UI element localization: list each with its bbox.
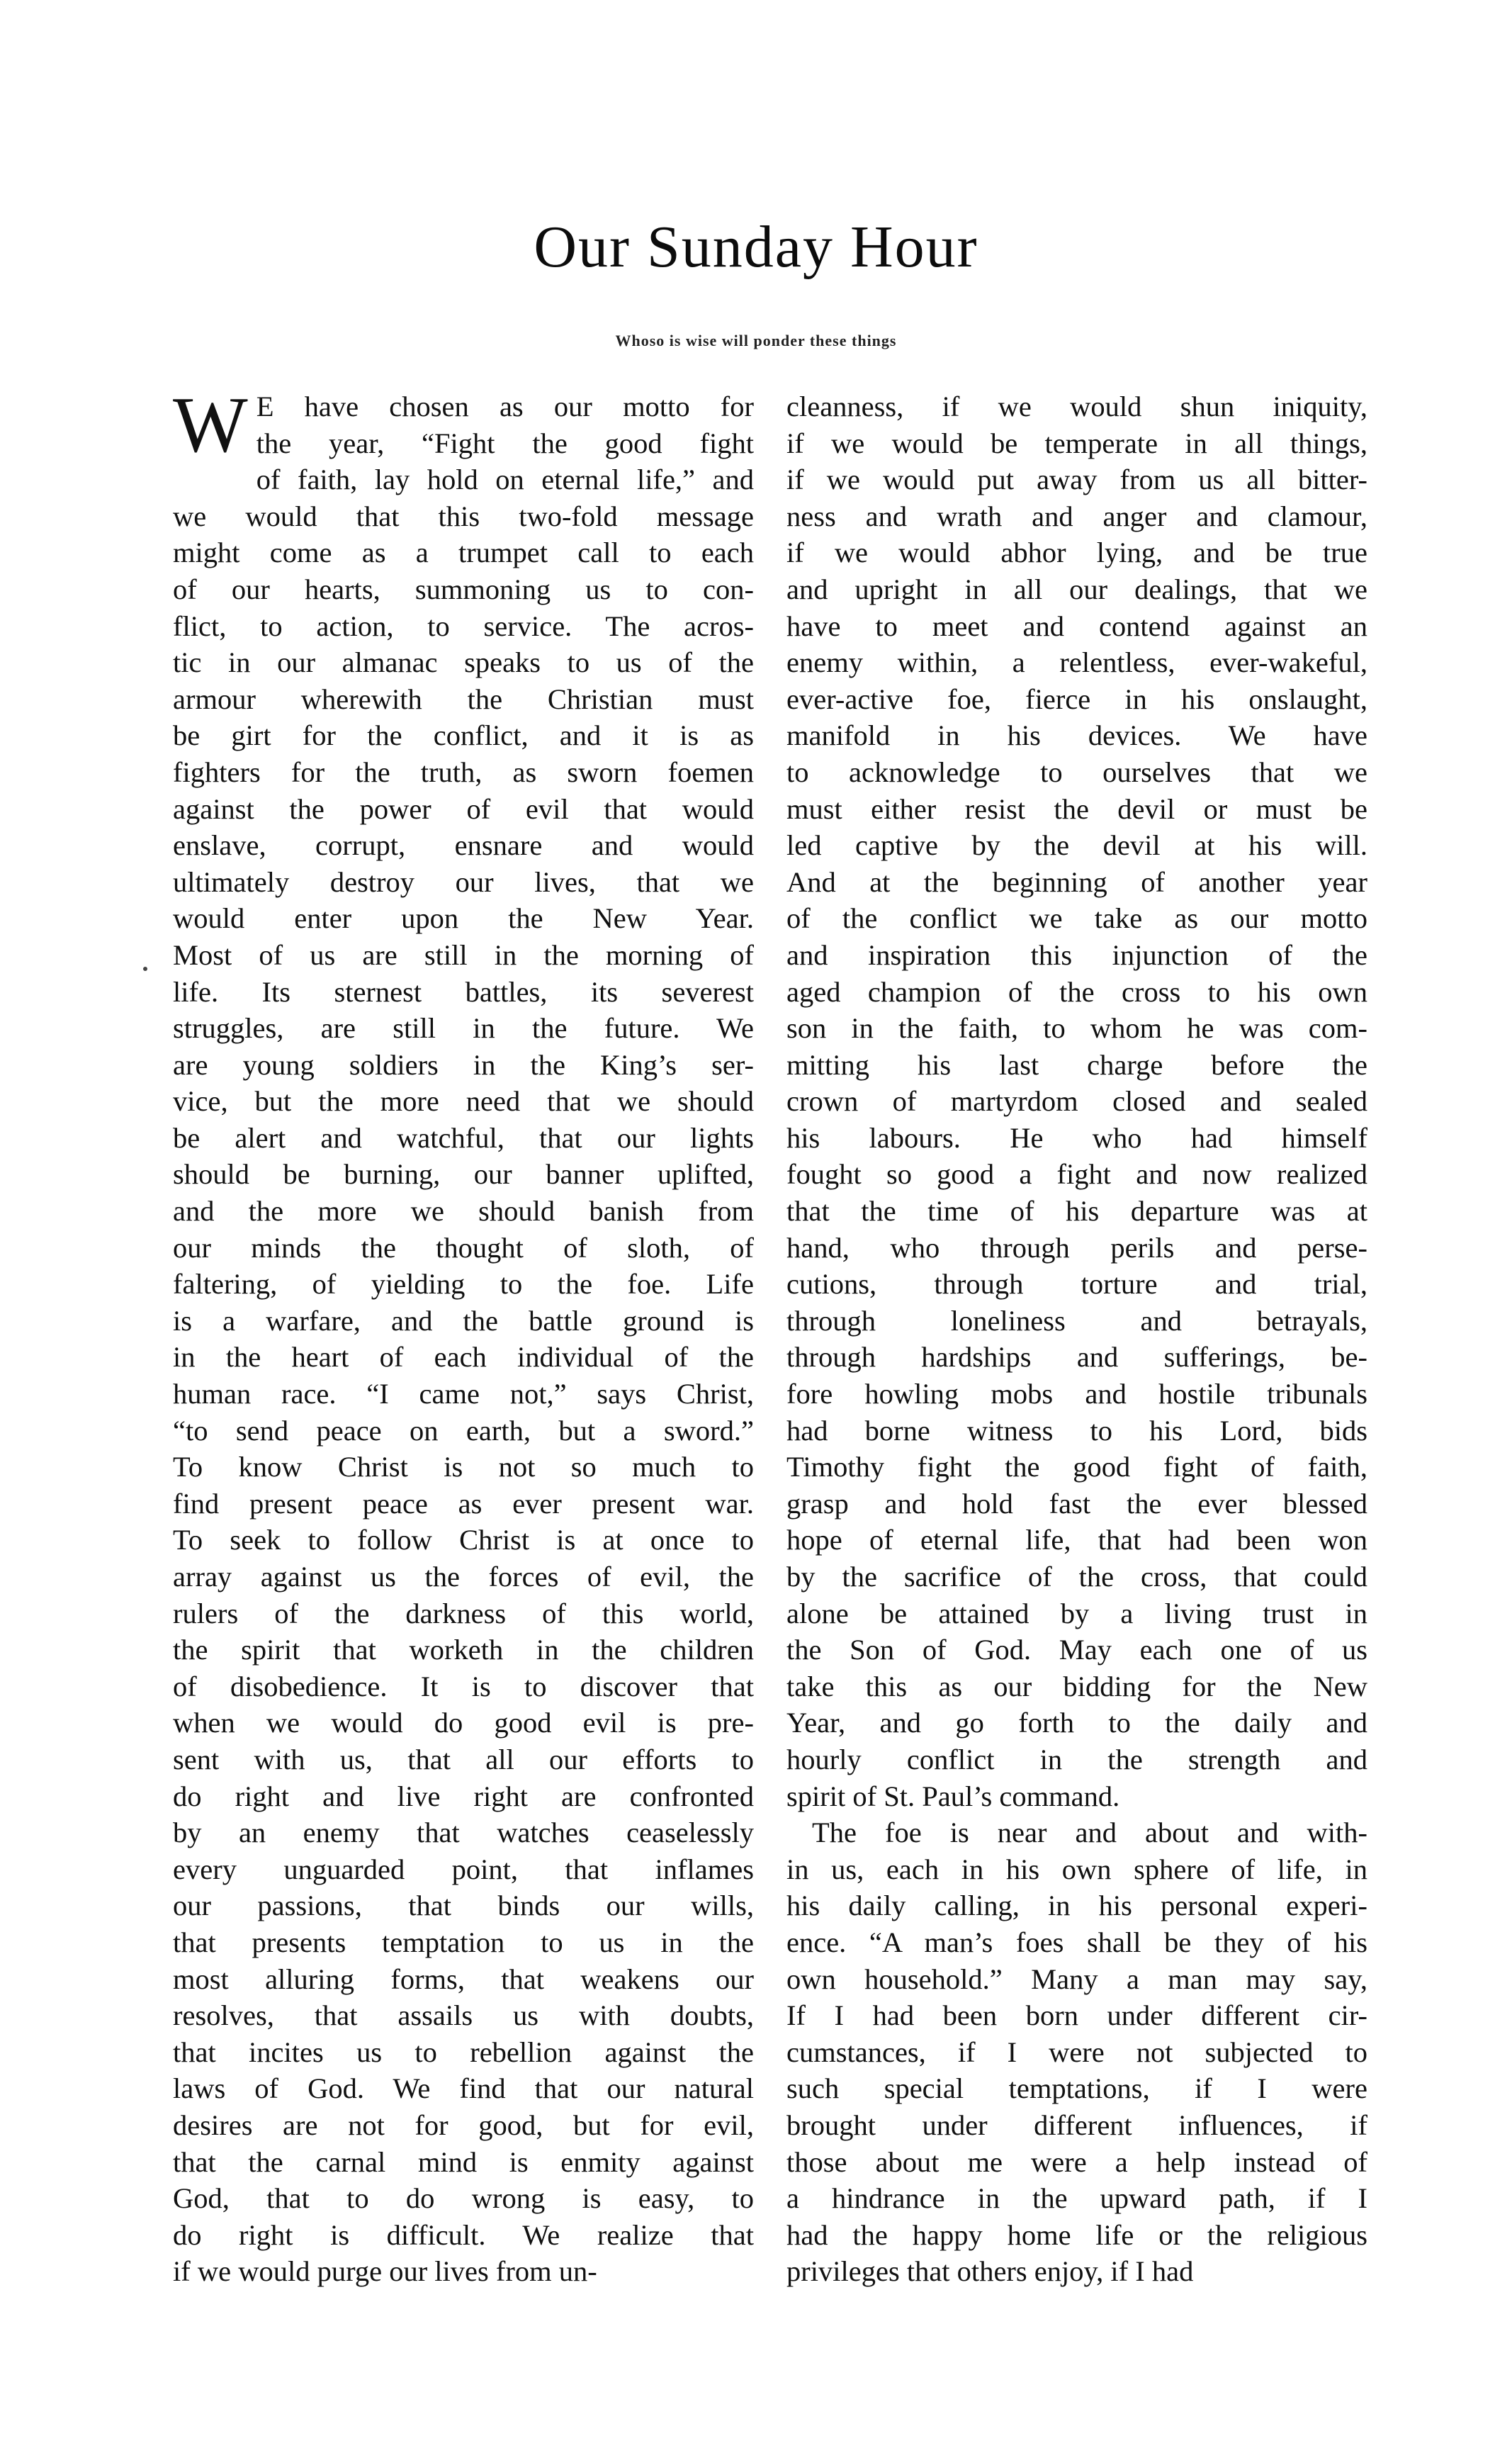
text-line: of disobedience. It is to discover that: [173, 1670, 754, 1702]
text-line: armour wherewith the Christian must: [173, 683, 754, 715]
text-line: God, that to do wrong is easy, to: [173, 2182, 754, 2215]
text-line: do right is difficult. We realize that: [173, 2218, 754, 2251]
text-line: might come as a trumpet call to each: [173, 537, 754, 569]
text-line: of the conflict we take as our motto: [786, 902, 1367, 935]
article-column-right: [786, 388, 1367, 2290]
right-lines: [786, 388, 1367, 2290]
text-line: fore howling mobs and hostile tribunals: [786, 1378, 1367, 1410]
text-line: hand, who through perils and perse-: [786, 1231, 1367, 1264]
text-line: have to meet and contend against an: [786, 610, 1367, 642]
text-line: if we would purge our lives from un-: [173, 2255, 597, 2288]
text-line: To know Christ is not so much to: [173, 1451, 754, 1483]
text-line: The foe is near and about and with-: [812, 1817, 1367, 1849]
text-line: vice, but the more need that we should: [173, 1085, 754, 1118]
text-line: that the time of his departure was at: [786, 1195, 1367, 1228]
text-line: cleanness, if we would shun iniquity,: [786, 391, 1367, 422]
text-line: that the carnal mind is enmity against: [173, 2145, 754, 2178]
text-line: do right and live right are confronted: [173, 1780, 754, 1812]
text-line: ence. “A man’s foes shall be they of his: [786, 1926, 1367, 1958]
text-line: grasp and hold fast the ever blessed: [786, 1487, 1367, 1520]
text-line: Most of us are still in the morning of: [173, 938, 754, 971]
text-line: human race. “I came not,” says Christ,: [173, 1378, 754, 1410]
text-line: should be burning, our banner uplifted,: [173, 1158, 754, 1191]
text-line: cutions, through torture and trial,: [786, 1268, 1367, 1301]
text-line: in the heart of each individual of the: [173, 1341, 754, 1374]
text-line: enslave, corrupt, ensnare and would: [173, 829, 754, 862]
text-line: alone be attained by a living trust in: [786, 1597, 1367, 1629]
text-line: would enter upon the New Year.: [173, 902, 754, 935]
text-line: is a warfare, and the battle ground is: [173, 1304, 754, 1337]
text-line: by an enemy that watches ceaselessly: [173, 1817, 754, 1849]
text-line: our minds the thought of sloth, of: [173, 1231, 754, 1264]
text-line: when we would do good evil is pre-: [173, 1707, 754, 1739]
text-line: we would that this two-fold message: [173, 500, 754, 532]
text-line: be alert and watchful, that our lights: [173, 1121, 754, 1154]
text-line: tic in our almanac speaks to us of the: [173, 646, 754, 679]
page-subtitle: Whoso is wise will ponder these things: [615, 332, 897, 349]
text-line: if we would put away from us all bitter-: [786, 464, 1367, 496]
drop-cap: W: [173, 381, 248, 469]
text-line: against the power of evil that would: [173, 792, 754, 825]
text-line: sent with us, that all our efforts to: [173, 1743, 754, 1775]
text-line: in us, each in his own sphere of life, in: [786, 1853, 1367, 1885]
text-line: most alluring forms, that weakens our: [173, 1963, 754, 1995]
text-line: faltering, of yielding to the foe. Life: [173, 1268, 754, 1301]
text-line: are young soldiers in the King’s ser-: [173, 1048, 754, 1081]
text-line: hourly conflict in the strength and: [786, 1743, 1367, 1775]
text-line: desires are not for good, but for evil,: [173, 2109, 754, 2141]
text-line: his labours. He who had himself: [786, 1121, 1367, 1154]
text-line: spirit of St. Paul’s command.: [786, 1780, 1120, 1812]
text-line: that presents temptation to us in the: [173, 1926, 754, 1958]
text-line: rulers of the darkness of this world,: [173, 1597, 754, 1629]
text-line: And at the beginning of another year: [786, 865, 1367, 898]
text-line: the year, “Fight the good fight: [256, 427, 754, 459]
text-line: that incites us to rebellion against the: [173, 2036, 754, 2068]
text-line: a hindrance in the upward path, if I: [786, 2182, 1367, 2215]
text-line: and the more we should banish from: [173, 1195, 754, 1228]
text-line: aged champion of the cross to his own: [786, 975, 1367, 1008]
text-line: of faith, lay hold on eternal life,” and: [256, 464, 754, 496]
text-line: fighters for the truth, as sworn foemen: [173, 756, 754, 788]
text-line: ever-active foe, fierce in his onslaught,: [786, 683, 1367, 715]
text-line: to acknowledge to ourselves that we: [786, 756, 1367, 788]
text-line: array against us the forces of evil, the: [173, 1561, 754, 1593]
text-line: the Son of God. May each one of us: [786, 1634, 1367, 1666]
text-line: cumstances, if I were not subjected to: [786, 2036, 1367, 2068]
text-line: of our hearts, summoning us to con-: [173, 573, 754, 605]
text-line: those about me were a help instead of: [786, 2145, 1367, 2178]
text-line: ultimately destroy our lives, that we: [173, 865, 754, 898]
text-line: struggles, are still in the future. We: [173, 1012, 754, 1045]
text-line: Year, and go forth to the daily and: [786, 1707, 1367, 1739]
text-line: every unguarded point, that inflames: [173, 1853, 754, 1885]
text-line: through hardships and sufferings, be-: [786, 1341, 1367, 1374]
text-line: son in the faith, to whom he was com-: [786, 1012, 1367, 1045]
text-line: by the sacrifice of the cross, that could: [786, 1561, 1367, 1593]
margin-mark: [143, 967, 147, 971]
text-line: “to send peace on earth, but a sword.”: [173, 1414, 754, 1447]
text-line: privileges that others enjoy, if I had: [786, 2255, 1194, 2288]
text-line: own household.” Many a man may say,: [786, 1963, 1367, 1995]
text-line: fought so good a fight and now realized: [786, 1158, 1367, 1191]
text-line: flict, to action, to service. The acros-: [173, 610, 754, 642]
text-line: laws of God. We find that our natural: [173, 2072, 754, 2105]
text-line: To seek to follow Christ is at once to: [173, 1524, 754, 1556]
text-line: led captive by the devil at his will.: [786, 829, 1367, 862]
text-line: life. Its sternest battles, its severest: [173, 975, 754, 1008]
text-line: take this as our bidding for the New: [786, 1670, 1367, 1702]
article-column-left: [173, 381, 754, 2290]
text-line: be girt for the conflict, and it is as: [173, 719, 754, 752]
text-line: Timothy fight the good fight of faith,: [786, 1451, 1367, 1483]
text-line: through loneliness and betrayals,: [786, 1304, 1367, 1337]
text-line: find present peace as ever present war.: [173, 1487, 754, 1520]
text-line: if we would abhor lying, and be true: [786, 537, 1367, 569]
text-line: and inspiration this injunction of the: [786, 938, 1367, 971]
text-line: brought under different influences, if: [786, 2109, 1367, 2141]
text-line: crown of martyrdom closed and sealed: [786, 1085, 1367, 1118]
text-line: resolves, that assails us with doubts,: [173, 1999, 754, 2032]
text-line: ness and wrath and anger and clamour,: [786, 500, 1367, 532]
text-line: the spirit that worketh in the children: [173, 1634, 754, 1666]
text-line: our passions, that binds our wills,: [173, 1890, 754, 1922]
text-line: E have chosen as our motto for: [256, 391, 754, 422]
text-line: hope of eternal life, that had been won: [786, 1524, 1367, 1556]
text-line: such special temptations, if I were: [786, 2072, 1367, 2105]
text-line: manifold in his devices. We have: [786, 719, 1367, 752]
text-line: had the happy home life or the religious: [786, 2218, 1367, 2251]
text-line: his daily calling, in his personal experi-: [786, 1890, 1367, 1922]
page-title: Our Sunday Hour: [534, 214, 978, 280]
text-line: had borne witness to his Lord, bids: [786, 1414, 1367, 1447]
text-line: must either resist the devil or must be: [786, 792, 1367, 825]
text-line: enemy within, a relentless, ever-wakeful,: [786, 646, 1367, 679]
left-lines: [173, 381, 754, 2290]
text-line: if we would be temperate in all things,: [786, 427, 1367, 459]
text-line: mitting his last charge before the: [786, 1048, 1367, 1081]
text-line: and upright in all our dealings, that we: [786, 573, 1367, 605]
text-line: If I had been born under different cir-: [786, 1999, 1367, 2032]
